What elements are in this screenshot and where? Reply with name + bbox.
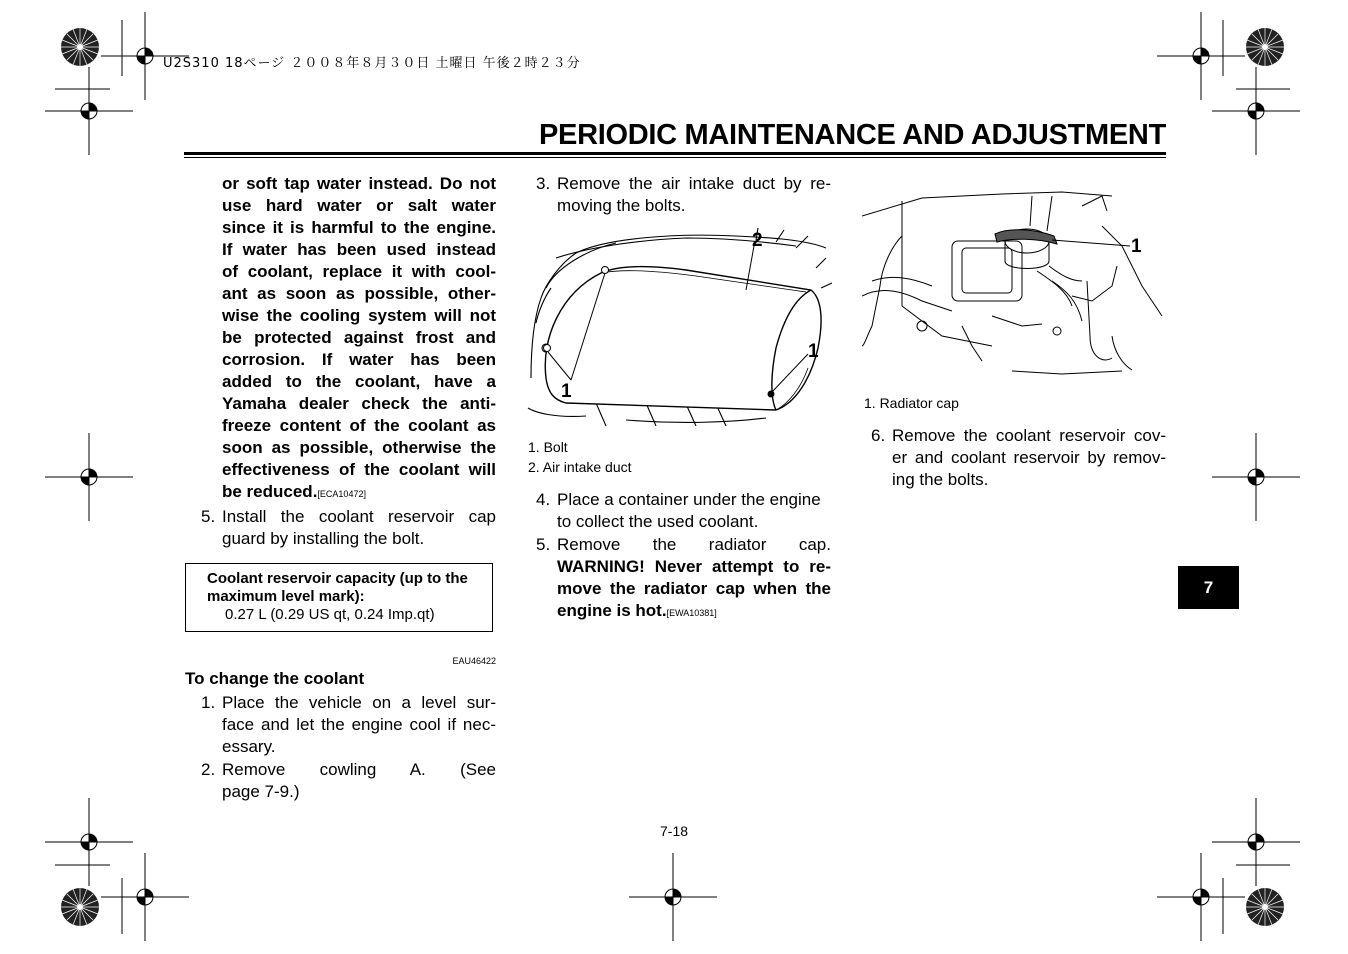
- text-line: Remove the radiator cap.: [557, 535, 831, 554]
- caution-line: ant as soon as possible, other-: [222, 284, 496, 303]
- title-rule: [184, 152, 1166, 155]
- step-1-level-surface: 1. Place the vehicle on a level sur- face and let the engine cool if nec- essary.: [201, 693, 496, 756]
- step-5-install-guard: 5. Install the coolant reservoir cap guard by installing the bolt.: [201, 507, 496, 548]
- step-3-remove-duct: 3. Remove the air intake duct by re- moving the bolts.: [536, 174, 831, 215]
- caution-line: be protected against frost and: [222, 328, 496, 347]
- caption-air-intake-duct: 2. Air intake duct: [528, 459, 632, 475]
- text-line: Remove the coolant reservoir cov-: [892, 426, 1166, 445]
- caution-line: of coolant, replace it with cool-: [222, 262, 496, 281]
- callout-bolt-left: 1: [561, 381, 572, 402]
- section-heading: To change the coolant: [185, 669, 365, 688]
- capacity-value: 0.27 L (0.29 US qt, 0.24 Imp.qt): [225, 606, 435, 623]
- caution-line: added to the coolant, have a: [222, 372, 496, 391]
- text-line: Remove cowling A. (See: [222, 760, 496, 779]
- callout-bolt-right: 1: [808, 341, 819, 362]
- page-number: 7-18: [660, 823, 689, 839]
- caution-line: Yamaha dealer check the anti-: [222, 394, 496, 413]
- caption-radiator-cap: 1. Radiator cap: [864, 395, 959, 411]
- print-header: U2S310 18ページ ２００８年８月３０日 土曜日 午後２時２３分: [163, 56, 581, 71]
- section-code: EAU46422: [452, 656, 496, 666]
- capacity-spec-box: [185, 563, 493, 632]
- text-line: face and let the engine cool if nec-: [222, 715, 496, 734]
- radiator-cap-illustration: [862, 186, 1166, 378]
- page-title: PERIODIC MAINTENANCE AND ADJUSTMENT: [539, 119, 1166, 151]
- text-line: Place the vehicle on a level sur-: [222, 693, 496, 712]
- caution-line: or soft tap water instead. Do not: [222, 174, 496, 193]
- capacity-label: Coolant reservoir capacity (up to the: [207, 570, 468, 587]
- text-line: ing the bolts.: [892, 470, 989, 489]
- coolant-caution-text: or soft tap water instead. Do not use hard water or salt water since it is harmful to the engine. If water has been used instead of coolant, replace it with cool- ant as soon as possible, other- wise the cooling system will not be protected against frost and corrosion. If water has been added to the coolant, have a Yamaha dealer check the anti- freeze content of the coolant as soon as possible, otherwise the effectiveness of the coolant will be reduced.[ECA10472]: [222, 174, 496, 501]
- text-line: to collect the used coolant.: [557, 512, 759, 531]
- caution-line: soon as possible, otherwise the: [222, 438, 496, 457]
- text-line: Place a container under the engine: [557, 490, 821, 509]
- text-line: moving the bolts.: [557, 196, 686, 215]
- warning-line: WARNING! Never attempt to re-: [557, 557, 831, 576]
- capacity-label-cont: maximum level mark):: [207, 588, 365, 605]
- text-line: Remove the air intake duct by re-: [557, 174, 831, 193]
- caution-line: freeze content of the coolant as: [222, 416, 496, 435]
- step-5-remove-radiator-cap: 5. Remove the radiator cap. WARNING! Never attempt to re- move the radiator cap when the engine is hot.[EWA10381]: [536, 535, 831, 620]
- caption-bolt: 1. Bolt: [528, 439, 568, 455]
- caution-line: effectiveness of the coolant will: [222, 460, 496, 479]
- caution-line: If water has been used instead: [222, 240, 496, 259]
- step-2-remove-cowling: 2. Remove cowling A. (See page 7-9.): [201, 760, 496, 801]
- caution-line: use hard water or salt water: [222, 196, 496, 215]
- callout-radiator-cap: 1: [1131, 236, 1142, 257]
- text-line: page 7-9.): [222, 782, 300, 801]
- caution-line: since it is harmful to the engine.: [222, 218, 496, 237]
- text-line: er and coolant reservoir by remov-: [892, 448, 1166, 467]
- text-line: Install the coolant reservoir cap: [222, 507, 496, 526]
- callout-duct: 2: [752, 230, 763, 251]
- caution-line: wise the cooling system will not: [222, 306, 496, 325]
- chapter-tab[interactable]: 7: [1178, 566, 1239, 609]
- text-line: essary.: [222, 737, 276, 756]
- step-4-container: 4. Place a container under the engine to collect the used coolant.: [519, 489, 831, 539]
- step-6-remove-reservoir: 6. Remove the coolant reservoir cov- er and coolant reservoir by remov- ing the bolts.: [871, 426, 1166, 489]
- warning-line: move the radiator cap when the: [557, 579, 831, 598]
- title-rule-thin: [184, 157, 1166, 158]
- text-line: guard by installing the bolt.: [222, 529, 425, 548]
- caution-line: corrosion. If water has been: [222, 350, 496, 369]
